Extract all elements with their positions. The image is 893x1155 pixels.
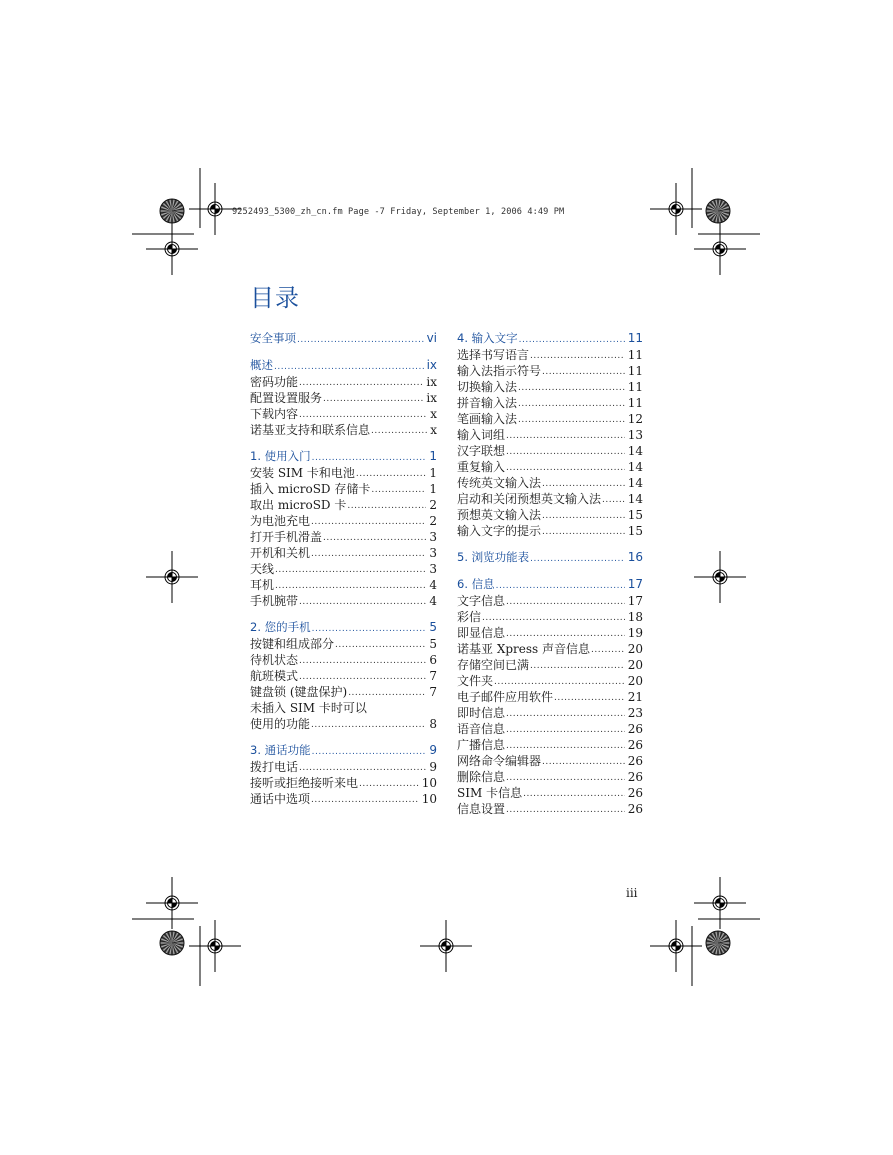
toc-entry-title: 电子邮件应用软件: [457, 690, 554, 704]
toc-entry-title: 插入 microSD 存储卡: [250, 482, 371, 496]
toc-heading-title: 2. 您的手机: [250, 620, 311, 634]
toc-entry-page: 12: [627, 412, 643, 426]
toc-heading-page: 17: [627, 577, 643, 591]
toc-entry-page: 4: [429, 594, 437, 608]
toc-entry-title: 取出 microSD 卡: [250, 498, 347, 512]
toc-entry-page: 1: [429, 482, 437, 496]
toc-entry[interactable]: [457, 801, 643, 817]
toc-entry[interactable]: [457, 689, 643, 705]
toc-section: [250, 447, 437, 609]
toc-entry-page: 7: [429, 669, 437, 683]
toc-entry-page: 20: [627, 658, 643, 672]
dot-leader: [323, 531, 426, 545]
toc-entry-title: 使用的功能: [250, 717, 311, 731]
toc-entry-page: 13: [627, 428, 643, 442]
toc-heading-title: 安全事项: [250, 331, 296, 345]
toc-entry-title: 重复输入: [457, 460, 506, 474]
toc-chapter-heading[interactable]: [250, 356, 437, 374]
dot-leader: [371, 424, 427, 438]
registration-mark-icon: [146, 877, 198, 929]
toc-entry[interactable]: [457, 673, 643, 689]
toc-chapter-heading[interactable]: [250, 741, 437, 759]
dot-leader: [542, 509, 625, 523]
toc-entry-page: 3: [429, 530, 437, 544]
toc-chapter-heading[interactable]: [457, 329, 643, 347]
dot-leader: [591, 643, 625, 657]
dot-leader: [519, 333, 625, 347]
toc-entry-title: 选择书写语言: [457, 348, 530, 362]
toc-heading-page: 11: [627, 331, 643, 345]
toc-entry[interactable]: [250, 545, 437, 561]
dot-leader: [542, 365, 625, 379]
toc-entry[interactable]: [250, 529, 437, 545]
toc-entry-page: 15: [627, 508, 643, 522]
toc-entry[interactable]: [457, 625, 643, 641]
toc-entry[interactable]: [457, 753, 643, 769]
toc-entry-page: 14: [627, 492, 643, 506]
toc-heading-page: vi: [426, 331, 437, 345]
toc-heading-page: 1: [429, 449, 437, 463]
file-header-line: 9252493_5300_zh_cn.fm Page -7 Friday, September 1, 2006 4:49 PM: [232, 207, 565, 217]
toc-entry-page: 9: [429, 760, 437, 774]
toc-entry-page: 26: [627, 786, 643, 800]
toc-section: [250, 329, 437, 347]
dot-leader: [299, 595, 426, 609]
toc-entry[interactable]: [250, 684, 437, 700]
toc-entry-page: 19: [627, 626, 643, 640]
dot-leader: [371, 483, 426, 497]
toc-entry-title: 删除信息: [457, 770, 506, 784]
toc-entry-title: 按键和组成部分: [250, 637, 335, 651]
toc-entry[interactable]: [250, 791, 437, 807]
dot-leader: [506, 771, 625, 785]
toc-entry[interactable]: [457, 347, 643, 363]
toc-entry-title: 语音信息: [457, 722, 506, 736]
toc-entry-title: 输入文字的提示: [457, 524, 542, 538]
toc-entry-page: 11: [627, 396, 643, 410]
dot-leader: [506, 739, 625, 753]
toc-chapter-heading[interactable]: [457, 575, 643, 593]
dot-leader: [602, 493, 625, 507]
toc-entry-title-line1: 未插入 SIM 卡时可以: [250, 701, 367, 715]
toc-entry-title: 拼音输入法: [457, 396, 518, 410]
toc-entry[interactable]: [250, 593, 437, 609]
starburst-mark-icon: [160, 199, 184, 223]
toc-entry[interactable]: [457, 443, 643, 459]
toc-heading-page: 16: [627, 550, 643, 564]
dot-leader: [530, 552, 625, 566]
toc-entry[interactable]: [250, 561, 437, 577]
toc-entry-page: 5: [429, 637, 437, 651]
toc-entry-page: 11: [627, 348, 643, 362]
dot-leader: [311, 793, 419, 807]
dot-leader: [299, 670, 426, 684]
toc-entry-title: 诺基亚支持和联系信息: [250, 423, 371, 437]
dot-leader: [518, 381, 625, 395]
dot-leader: [356, 467, 426, 481]
toc-entry[interactable]: [457, 427, 643, 443]
toc-entry[interactable]: [457, 721, 643, 737]
toc-entry-page: 14: [627, 476, 643, 490]
dot-leader: [275, 579, 426, 593]
page-number: iii: [626, 886, 638, 900]
toc-entry-page: 14: [627, 444, 643, 458]
toc-entry-title: 打开手机滑盖: [250, 530, 323, 544]
dot-leader: [542, 755, 625, 769]
dot-leader: [506, 627, 625, 641]
toc-entry[interactable]: [457, 363, 643, 379]
dot-leader: [312, 451, 427, 465]
toc-entry-title: 彩信: [457, 610, 482, 624]
toc-heading-page: 5: [429, 620, 437, 634]
dot-leader: [335, 638, 426, 652]
toc-entry[interactable]: [250, 406, 437, 422]
toc-entry-title: 网络命令编辑器: [457, 754, 542, 768]
toc-entry[interactable]: [457, 395, 643, 411]
toc-entry-title: 开机和关机: [250, 546, 311, 560]
toc-entry[interactable]: [250, 481, 437, 497]
registration-mark-icon: [146, 223, 198, 275]
dot-leader: [523, 787, 625, 801]
toc-entry-page: 2: [429, 498, 437, 512]
toc-heading-title: 6. 信息: [457, 577, 495, 591]
toc-entry-page: 8: [429, 717, 437, 731]
toc-entry[interactable]: [250, 759, 437, 775]
registration-mark-icon: [694, 223, 746, 275]
toc-entry[interactable]: [250, 374, 437, 390]
toc-entry-title: 耳机: [250, 578, 275, 592]
toc-section: [457, 329, 643, 539]
toc-entry-page: 10: [421, 776, 437, 790]
dot-leader: [506, 595, 625, 609]
toc-entry[interactable]: [250, 390, 437, 406]
toc-entry-page: x: [430, 407, 437, 421]
dot-leader: [506, 723, 625, 737]
toc-entry-page: 4: [429, 578, 437, 592]
toc-entry-title: 配置设置服务: [250, 391, 323, 405]
toc-entry-title: 启动和关闭预想英文输入法: [457, 492, 602, 506]
toc-entry-page: 17: [627, 594, 643, 608]
dot-leader: [359, 777, 419, 791]
toc-entry[interactable]: [457, 609, 643, 625]
toc-heading-title: 1. 使用入门: [250, 449, 311, 463]
dot-leader: [312, 745, 427, 759]
toc-entry[interactable]: [250, 636, 437, 652]
toc-entry[interactable]: [250, 668, 437, 684]
toc-entry-title: 存储空间已满: [457, 658, 530, 672]
toc-heading-page: ix: [426, 358, 437, 372]
dot-leader: [518, 397, 625, 411]
toc-heading-title: 概述: [250, 358, 273, 372]
toc-entry-page: 6: [429, 653, 437, 667]
toc-entry[interactable]: [457, 459, 643, 475]
toc-entry[interactable]: [457, 785, 643, 801]
dot-leader: [506, 429, 625, 443]
toc-entry-page: 11: [627, 380, 643, 394]
toc-entry[interactable]: [457, 411, 643, 427]
toc-entry-title: 为电池充电: [250, 514, 311, 528]
registration-mark-icon: [694, 551, 746, 603]
toc-entry-page: 26: [627, 770, 643, 784]
toc-entry-page: 1: [429, 466, 437, 480]
toc-entry-title: 下载内容: [250, 407, 299, 421]
toc-entry-title: 笔画输入法: [457, 412, 518, 426]
toc-entry-page: 15: [627, 524, 643, 538]
toc-entry-page: 2: [429, 514, 437, 528]
toc-entry[interactable]: [250, 577, 437, 593]
toc-entry-first-line: [250, 700, 437, 716]
toc-entry-title: 天线: [250, 562, 275, 576]
toc-entry[interactable]: [250, 422, 437, 438]
dot-leader: [348, 686, 426, 700]
toc-entry-title: 拨打电话: [250, 760, 299, 774]
dot-leader: [530, 659, 625, 673]
toc-entry[interactable]: [457, 769, 643, 785]
toc-entry-title: 即显信息: [457, 626, 506, 640]
toc-entry-page: ix: [426, 391, 437, 405]
dot-leader: [518, 413, 625, 427]
toc-entry[interactable]: [457, 705, 643, 721]
toc-entry[interactable]: [457, 491, 643, 507]
toc-entry-page: 7: [429, 685, 437, 699]
toc-entry[interactable]: [250, 497, 437, 513]
dot-leader: [275, 563, 426, 577]
toc-heading-title: 4. 输入文字: [457, 331, 518, 345]
dot-leader: [299, 376, 423, 390]
toc-entry-page: 26: [627, 722, 643, 736]
toc-section: [250, 741, 437, 807]
toc-entry-title: 预想英文输入法: [457, 508, 542, 522]
dot-leader: [506, 461, 625, 475]
toc-entry[interactable]: [457, 593, 643, 609]
toc-entry-title: 文字信息: [457, 594, 506, 608]
toc-entry-page: 3: [429, 546, 437, 560]
dot-leader: [530, 349, 625, 363]
dot-leader: [496, 579, 625, 593]
toc-entry[interactable]: [250, 652, 437, 668]
toc-entry[interactable]: [457, 657, 643, 673]
toc-entry-title: 航班模式: [250, 669, 299, 683]
toc-chapter-heading[interactable]: [250, 447, 437, 465]
toc-entry-page: 26: [627, 738, 643, 752]
toc-entry-title: 广播信息: [457, 738, 506, 752]
toc-entry-page: ix: [426, 375, 437, 389]
toc-section: [250, 356, 437, 438]
starburst-mark-icon: [160, 931, 184, 955]
toc-entry-page: 18: [627, 610, 643, 624]
toc-entry-title: 键盘锁 (键盘保护): [250, 685, 348, 699]
registration-mark-icon: [189, 920, 241, 972]
dot-leader: [542, 477, 625, 491]
dot-leader: [311, 718, 426, 732]
toc-entry-page: x: [430, 423, 437, 437]
dot-leader: [299, 761, 426, 775]
toc-entry[interactable]: [457, 641, 643, 657]
page-title: 目录: [250, 284, 300, 312]
toc-entry-page: 23: [627, 706, 643, 720]
toc-entry-page: 20: [627, 642, 643, 656]
toc-entry-title: 诺基亚 Xpress 声音信息: [457, 642, 591, 656]
toc-entry[interactable]: [457, 507, 643, 523]
toc-entry-page: 26: [627, 802, 643, 816]
toc-entry-title: 信息设置: [457, 802, 506, 816]
toc-entry-title: 传统英文输入法: [457, 476, 542, 490]
toc-entry-page: 21: [627, 690, 643, 704]
toc-chapter-heading[interactable]: [457, 548, 643, 566]
registration-mark-icon: [420, 920, 472, 972]
dot-leader: [312, 622, 427, 636]
toc-entry[interactable]: [250, 465, 437, 481]
dot-leader: [542, 525, 625, 539]
toc-entry-title: 输入法指示符号: [457, 364, 542, 378]
toc-entry[interactable]: [250, 513, 437, 529]
toc-right-column: [457, 329, 643, 826]
dot-leader: [311, 547, 426, 561]
starburst-mark-icon: [706, 199, 730, 223]
dot-leader: [311, 515, 426, 529]
toc-entry-title: 文件夹: [457, 674, 494, 688]
dot-leader: [299, 408, 427, 422]
dot-leader: [274, 360, 424, 374]
registration-mark-icon: [650, 183, 702, 235]
dot-leader: [323, 392, 423, 406]
toc-entry-page: 11: [627, 364, 643, 378]
registration-mark-icon: [146, 551, 198, 603]
toc-entry[interactable]: [250, 775, 437, 791]
toc-entry-title: 手机腕带: [250, 594, 299, 608]
toc-entry-page: 3: [429, 562, 437, 576]
toc-entry-title: 切换输入法: [457, 380, 518, 394]
toc-heading-page: 9: [429, 743, 437, 757]
dot-leader: [297, 333, 424, 347]
toc-heading-title: 5. 浏览功能表: [457, 550, 530, 564]
dot-leader: [482, 611, 625, 625]
toc-entry-title: 即时信息: [457, 706, 506, 720]
dot-leader: [506, 707, 625, 721]
toc-chapter-heading[interactable]: [250, 329, 437, 347]
dot-leader: [506, 445, 625, 459]
toc-left-column: [250, 329, 437, 816]
toc-heading-title: 3. 通话功能: [250, 743, 311, 757]
toc-entry-title: 汉字联想: [457, 444, 506, 458]
toc-entry-title: 接听或拒绝接听来电: [250, 776, 359, 790]
dot-leader: [347, 499, 426, 513]
toc-entry-title: 待机状态: [250, 653, 299, 667]
dot-leader: [494, 675, 625, 689]
toc-entry-page: 26: [627, 754, 643, 768]
starburst-mark-icon: [706, 931, 730, 955]
toc-section: [457, 575, 643, 817]
toc-entry[interactable]: [457, 523, 643, 539]
toc-entry[interactable]: [457, 475, 643, 491]
toc-section: [250, 618, 437, 732]
toc-entry-page: 10: [421, 792, 437, 806]
dot-leader: [554, 691, 625, 705]
toc-entry[interactable]: [457, 737, 643, 753]
toc-entry-page: 20: [627, 674, 643, 688]
registration-mark-icon: [650, 920, 702, 972]
toc-entry-title: 安装 SIM 卡和电池: [250, 466, 355, 480]
toc-chapter-heading[interactable]: [250, 618, 437, 636]
toc-entry-page: 14: [627, 460, 643, 474]
toc-section: [457, 548, 643, 566]
toc-entry-title: 输入词组: [457, 428, 506, 442]
toc-entry[interactable]: [250, 716, 437, 732]
toc-entry-title: 通话中选项: [250, 792, 311, 806]
toc-entry-title: 密码功能: [250, 375, 299, 389]
toc-entry[interactable]: [457, 379, 643, 395]
dot-leader: [506, 803, 625, 817]
dot-leader: [299, 654, 426, 668]
toc-entry-title: SIM 卡信息: [457, 786, 523, 800]
registration-mark-icon: [694, 877, 746, 929]
